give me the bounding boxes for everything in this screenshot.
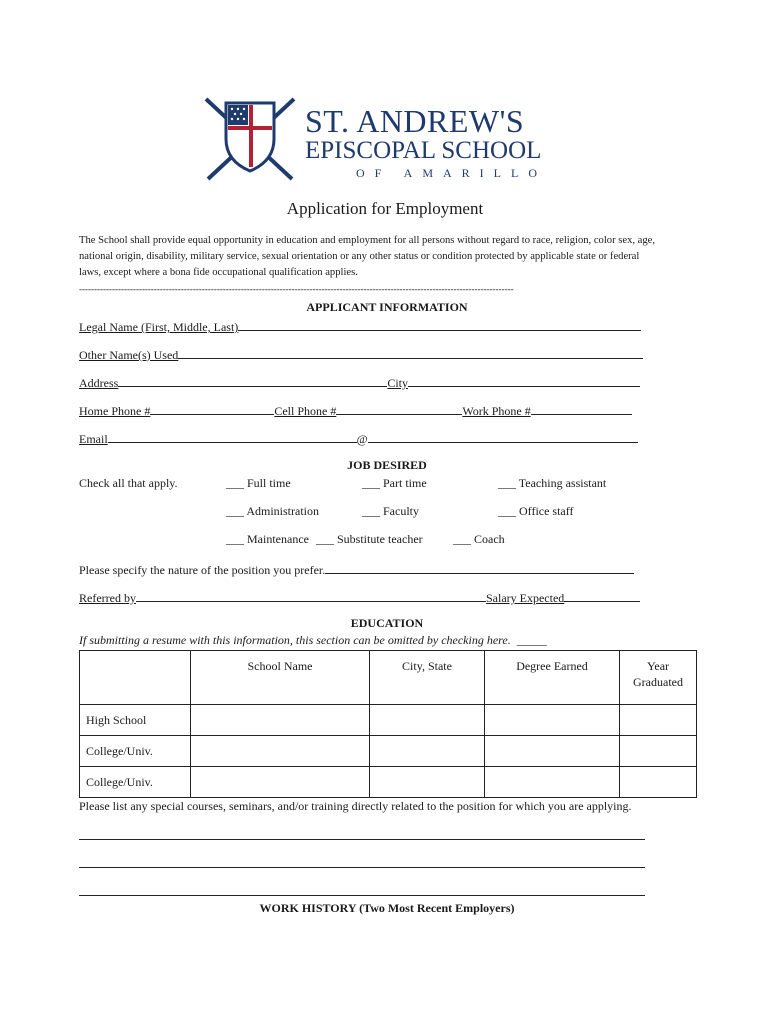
address-label: Address	[79, 376, 119, 390]
other-names-label: Other Name(s) Used	[79, 348, 179, 362]
header-city-state: City, State	[370, 651, 485, 705]
intro-line-3: laws, except where a bona fide occupational qualification applies.	[79, 267, 358, 278]
legal-name-field[interactable]	[238, 318, 641, 331]
work-history-heading: WORK HISTORY (Two Most Recent Employers)	[259, 901, 515, 915]
courses-label: Please list any special courses, seminars, and/or training directly related to the position for which you are applying.	[79, 799, 632, 813]
legal-name-row	[79, 318, 641, 335]
cell-input[interactable]	[191, 736, 370, 767]
table-row	[80, 705, 697, 736]
referral-row	[79, 589, 640, 606]
courses-line-2[interactable]	[79, 867, 645, 868]
cell-input[interactable]	[191, 705, 370, 736]
row-label-high-school: High School	[80, 705, 191, 736]
email-domain-field[interactable]	[368, 430, 638, 443]
resume-checkbox[interactable]: _____	[516, 633, 547, 647]
option-part-time[interactable]: ___ Part time	[362, 476, 427, 490]
cell-phone-label: Cell Phone #	[274, 404, 337, 418]
option-administration[interactable]: ___ Administration	[226, 504, 319, 518]
intro-line-1: The School shall provide equal opportunity in education and employment for all persons without regard to race, religion, color sex, age,	[79, 235, 656, 246]
header-year: Year	[646, 659, 670, 673]
page-title: Application for Employment	[286, 199, 484, 218]
legal-name-label: Legal Name (First, Middle, Last)	[79, 320, 239, 334]
work-phone-label: Work Phone #	[462, 404, 531, 418]
header-blank	[80, 651, 191, 705]
education-heading: EDUCATION	[350, 616, 424, 630]
option-faculty[interactable]: ___ Faculty	[362, 504, 419, 518]
referred-by-field[interactable]	[136, 589, 486, 602]
phone-row	[79, 402, 632, 419]
other-names-row	[79, 346, 643, 363]
home-phone-field[interactable]	[150, 402, 274, 415]
education-note	[79, 633, 547, 648]
home-phone-label: Home Phone #	[79, 404, 151, 418]
cell-input[interactable]	[370, 736, 485, 767]
job-heading: JOB DESIRED	[347, 458, 427, 472]
salary-field[interactable]	[564, 589, 640, 602]
header-year-graduated	[620, 651, 697, 705]
logo-line2: EPISCOPAL SCHOOL	[305, 137, 542, 164]
row-label-college-2: College/Univ.	[80, 767, 191, 798]
divider: -------------------------------------------------------------------------------------------------------------------------------------------------	[79, 284, 514, 294]
nature-label: Please specify the nature of the position you prefer.	[79, 563, 326, 577]
email-at: @	[356, 432, 368, 446]
email-row	[79, 430, 638, 447]
address-row	[79, 374, 640, 391]
option-full-time[interactable]: ___ Full time	[226, 476, 291, 490]
table-row	[80, 736, 697, 767]
cell-input[interactable]	[620, 705, 697, 736]
crest-icon	[200, 95, 300, 185]
table-header-row	[80, 651, 697, 705]
cell-input[interactable]	[191, 767, 370, 798]
cell-phone-field[interactable]	[336, 402, 462, 415]
intro-line-2: national origin, disability, military service, sexual orientation or any other status or condition protected by applicable state or federal	[79, 251, 640, 262]
email-label: Email	[79, 432, 108, 446]
row-label-college-1: College/Univ.	[80, 736, 191, 767]
address-field[interactable]	[118, 374, 387, 387]
cell-input[interactable]	[620, 767, 697, 798]
header-degree: Degree Earned	[485, 651, 620, 705]
option-substitute-teacher[interactable]: ___ Substitute teacher	[316, 532, 423, 546]
courses-line-1[interactable]	[79, 839, 645, 840]
education-note-text: If submitting a resume with this information, this section can be omitted by checking here.	[79, 633, 511, 647]
nature-row	[79, 561, 634, 578]
cell-input[interactable]	[485, 736, 620, 767]
logo-line1: ST. ANDREW'S	[305, 103, 525, 139]
option-teaching-assistant[interactable]: ___ Teaching assistant	[498, 476, 607, 490]
option-office-staff[interactable]: ___ Office staff	[498, 504, 574, 518]
salary-label: Salary Expected	[485, 591, 565, 605]
education-table	[79, 650, 697, 798]
applicant-heading: APPLICANT INFORMATION	[306, 300, 468, 314]
nature-field[interactable]	[325, 561, 634, 574]
cell-input[interactable]	[485, 767, 620, 798]
work-phone-field[interactable]	[531, 402, 632, 415]
email-user-field[interactable]	[108, 430, 357, 443]
city-field[interactable]	[408, 374, 640, 387]
logo-line3: OF AMARILLO	[356, 166, 548, 180]
option-maintenance[interactable]: ___ Maintenance	[226, 532, 309, 546]
school-logo	[200, 95, 580, 185]
check-label: Check all that apply.	[79, 476, 178, 490]
cell-input[interactable]	[370, 705, 485, 736]
referred-by-label: Referred by	[79, 591, 136, 605]
other-names-field[interactable]	[178, 346, 643, 359]
header-graduated: Graduated	[633, 675, 683, 689]
table-row	[80, 767, 697, 798]
cell-input[interactable]	[370, 767, 485, 798]
cell-input[interactable]	[485, 705, 620, 736]
option-coach[interactable]: ___ Coach	[453, 532, 505, 546]
city-label: City	[387, 376, 408, 390]
courses-line-3[interactable]	[79, 895, 645, 896]
header-school-name: School Name	[191, 651, 370, 705]
cell-input[interactable]	[620, 736, 697, 767]
